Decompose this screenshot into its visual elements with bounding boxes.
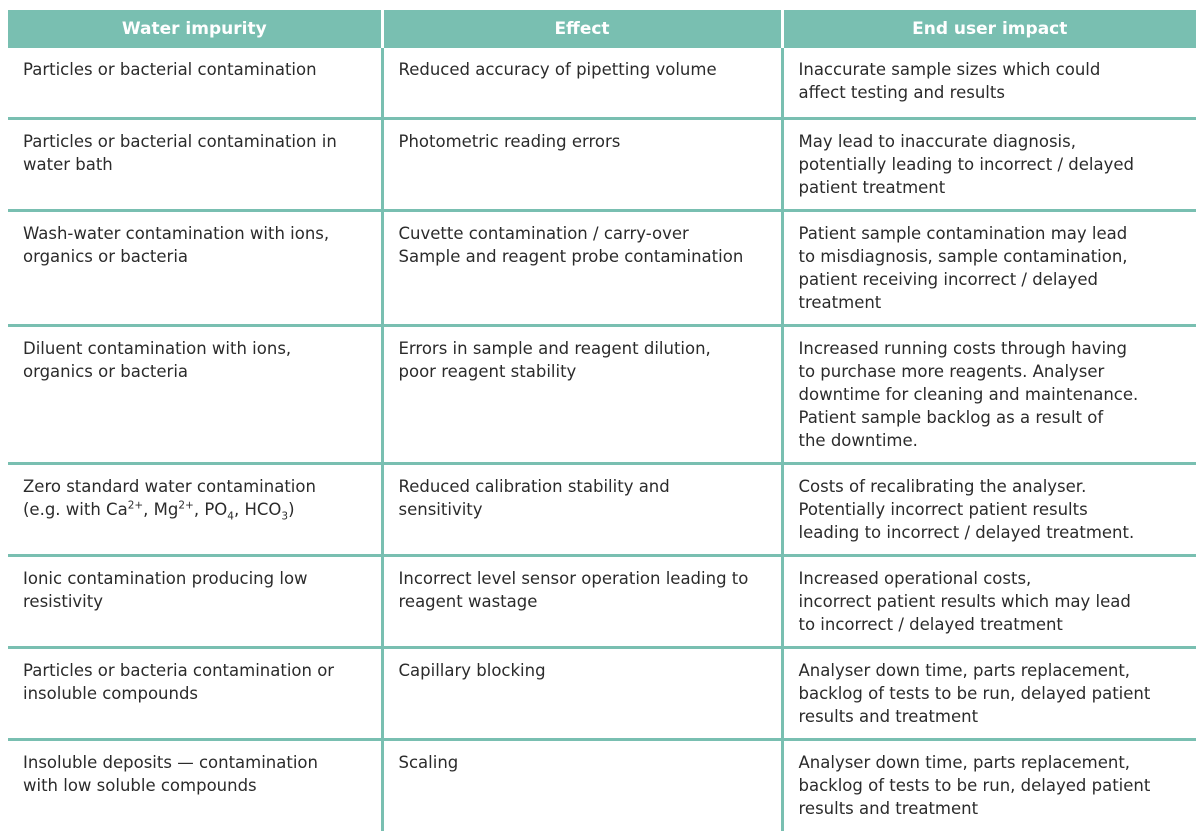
cell-end-user-impact bbox=[782, 463, 1196, 555]
cell-line: sensitivity bbox=[398, 499, 483, 519]
cell-end-user-impact bbox=[782, 647, 1196, 739]
cell-line: poor reagent stability bbox=[398, 361, 577, 381]
cell-line: potentially leading to incorrect / delayed bbox=[798, 154, 1134, 174]
header-row bbox=[8, 10, 1196, 48]
cell-end-user-impact bbox=[782, 210, 1196, 325]
cell-line: Errors in sample and reagent dilution, bbox=[398, 338, 711, 358]
water-impurity-table bbox=[8, 10, 1196, 831]
cell-water-impurity bbox=[8, 118, 382, 210]
cell-line: Reduced calibration stability and bbox=[398, 476, 670, 496]
cell-line: to misdiagnosis, sample contamination, bbox=[798, 246, 1128, 266]
cell-effect bbox=[382, 463, 782, 555]
table-row bbox=[8, 118, 1196, 210]
cell-line: Particles or bacterial contamination in bbox=[23, 131, 337, 151]
cell-line: Analyser down time, parts replacement, bbox=[798, 660, 1131, 680]
cell-water-impurity bbox=[8, 325, 382, 463]
cell-line: patient treatment bbox=[798, 177, 946, 197]
cell-effect bbox=[382, 555, 782, 647]
cell-line: affect testing and results bbox=[798, 83, 1005, 102]
formula-superscript: 2+ bbox=[127, 499, 144, 511]
cell-line: incorrect patient results which may lead bbox=[798, 591, 1131, 611]
cell-line: Patient sample backlog as a result of bbox=[798, 407, 1104, 427]
cell-line: Inaccurate sample sizes which could bbox=[798, 60, 1101, 79]
table-row bbox=[8, 555, 1196, 647]
cell-water-impurity bbox=[8, 210, 382, 325]
cell-line: Particles or bacteria contamination or bbox=[23, 660, 335, 680]
table-row bbox=[8, 48, 1196, 118]
cell-line: Increased operational costs, bbox=[798, 568, 1032, 588]
cell-line: Scaling bbox=[398, 752, 459, 772]
cell-line: organics or bacteria bbox=[23, 246, 189, 266]
cell-line: the downtime. bbox=[798, 430, 918, 450]
cell-line: leading to incorrect / delayed treatment. bbox=[798, 522, 1135, 542]
cell-line: Costs of recalibrating the analyser. bbox=[798, 476, 1087, 496]
formula-text: ) bbox=[288, 499, 295, 519]
cell-end-user-impact bbox=[782, 118, 1196, 210]
cell-line: Reduced accuracy of pipetting volume bbox=[398, 60, 717, 79]
cell-end-user-impact bbox=[782, 739, 1196, 831]
cell-effect bbox=[382, 739, 782, 831]
table-row bbox=[8, 210, 1196, 325]
cell-line: Analyser down time, parts replacement, bbox=[798, 752, 1131, 772]
formula-text: , PO bbox=[193, 499, 228, 519]
cell-line: patient receiving incorrect / delayed bbox=[798, 269, 1098, 289]
cell-line: May lead to inaccurate diagnosis, bbox=[798, 131, 1076, 151]
cell-line: results and treatment bbox=[798, 798, 979, 818]
header-water-impurity: Water impurity bbox=[8, 10, 382, 48]
cell-effect bbox=[382, 325, 782, 463]
formula-text: , Mg bbox=[143, 499, 179, 519]
chemical-formula-line bbox=[23, 498, 371, 521]
cell-line: to incorrect / delayed treatment bbox=[798, 614, 1063, 634]
cell-effect bbox=[382, 210, 782, 325]
cell-water-impurity bbox=[8, 48, 382, 118]
table-row bbox=[8, 739, 1196, 831]
cell-end-user-impact bbox=[782, 48, 1196, 118]
formula-subscript: 4 bbox=[227, 509, 234, 522]
cell-line: Particles or bacterial contamination bbox=[23, 60, 317, 79]
cell-water-impurity bbox=[8, 647, 382, 739]
cell-line: Zero standard water contamination bbox=[23, 476, 316, 496]
table-row bbox=[8, 325, 1196, 463]
cell-line: Insoluble deposits — contamination bbox=[23, 752, 318, 772]
cell-line: Increased running costs through having bbox=[798, 338, 1127, 358]
cell-line: with low soluble compounds bbox=[23, 775, 257, 795]
cell-effect bbox=[382, 118, 782, 210]
cell-line: insoluble compounds bbox=[23, 683, 199, 703]
cell-line: Patient sample contamination may lead bbox=[798, 223, 1128, 243]
cell-line: Incorrect level sensor operation leading to bbox=[398, 568, 749, 588]
cell-line: resistivity bbox=[23, 591, 103, 611]
table-row bbox=[8, 463, 1196, 555]
cell-line: Potentially incorrect patient results bbox=[798, 499, 1088, 519]
header-end-user-impact: End user impact bbox=[782, 10, 1196, 48]
cell-line: Capillary blocking bbox=[398, 660, 546, 680]
cell-line: to purchase more reagents. Analyser bbox=[798, 361, 1105, 381]
header-effect: Effect bbox=[382, 10, 782, 48]
cell-line: Photometric reading errors bbox=[398, 131, 621, 151]
cell-line: Ionic contamination producing low bbox=[23, 568, 308, 588]
cell-line: downtime for cleaning and maintenance. bbox=[798, 384, 1139, 404]
cell-end-user-impact bbox=[782, 325, 1196, 463]
cell-water-impurity bbox=[8, 739, 382, 831]
cell-line: results and treatment bbox=[798, 706, 979, 726]
formula-text: , HCO bbox=[233, 499, 282, 519]
cell-line: Diluent contamination with ions, bbox=[23, 338, 292, 358]
cell-effect bbox=[382, 48, 782, 118]
cell-line: water bath bbox=[23, 154, 113, 174]
cell-line: reagent wastage bbox=[398, 591, 538, 611]
formula-text: (e.g. with Ca bbox=[23, 499, 128, 519]
formula-superscript: 2+ bbox=[178, 499, 194, 511]
formula-subscript: 3 bbox=[281, 509, 289, 522]
cell-end-user-impact bbox=[782, 555, 1196, 647]
table-row bbox=[8, 647, 1196, 739]
water-impurity-table-container bbox=[8, 10, 1196, 831]
cell-effect bbox=[382, 647, 782, 739]
cell-line: organics or bacteria bbox=[23, 361, 189, 381]
cell-water-impurity bbox=[8, 463, 382, 555]
cell-line: Sample and reagent probe contamination bbox=[398, 246, 744, 266]
cell-line: backlog of tests to be run, delayed patient bbox=[798, 683, 1151, 703]
cell-line: Wash-water contamination with ions, bbox=[23, 223, 330, 243]
cell-water-impurity bbox=[8, 555, 382, 647]
cell-line: backlog of tests to be run, delayed patient bbox=[798, 775, 1151, 795]
cell-line: treatment bbox=[798, 292, 882, 312]
cell-line: Cuvette contamination / carry-over bbox=[398, 223, 689, 243]
